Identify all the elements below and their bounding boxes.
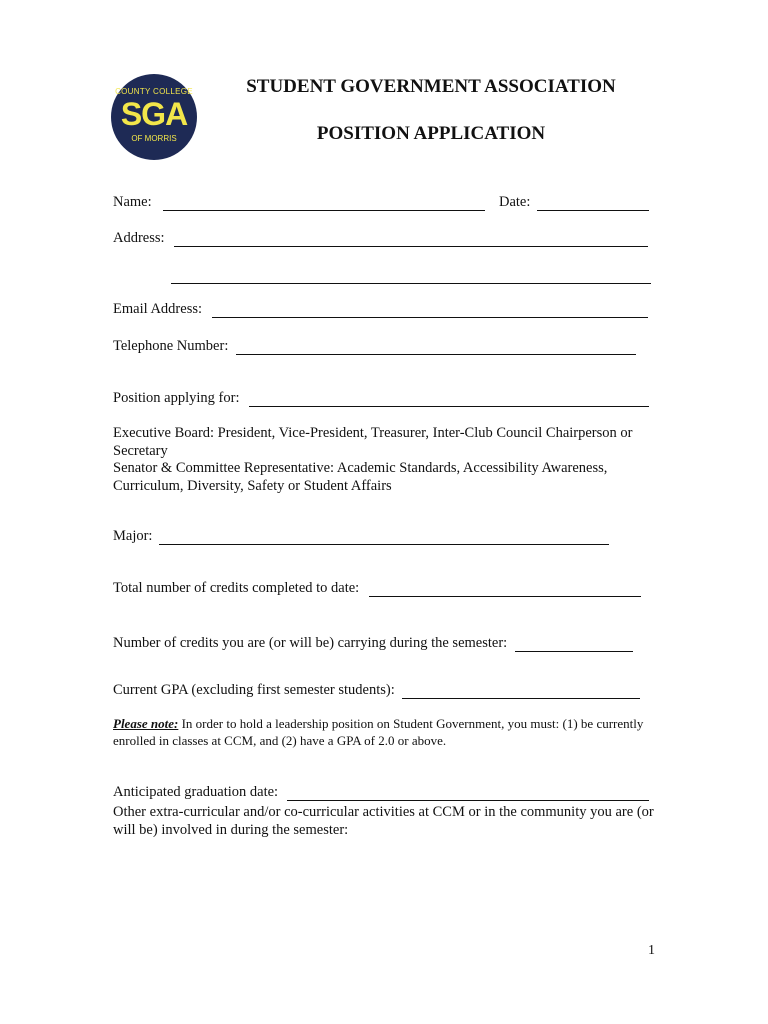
eligibility-note bbox=[113, 715, 658, 749]
position-label: Position applying for: bbox=[113, 390, 240, 406]
address-field-2[interactable] bbox=[171, 269, 651, 284]
credits-completed-field[interactable] bbox=[369, 582, 641, 597]
note-text: In order to hold a leadership position on Student Government, you must: (1) be currently enrolled in classes at CCM, and (2) have a GPA of 2.0 or above. bbox=[113, 716, 644, 748]
position-row bbox=[113, 390, 649, 407]
credits-carrying-label: Number of credits you are (or will be) carrying during the semester: bbox=[113, 635, 508, 651]
position-field[interactable] bbox=[249, 392, 649, 407]
graduation-field[interactable] bbox=[287, 786, 649, 801]
name-row bbox=[113, 194, 485, 211]
date-field[interactable] bbox=[537, 196, 649, 211]
activities-text: Other extra-curricular and/or co-curricular activities at CCM or in the community you are (or will be) involved in during the semester: bbox=[113, 804, 654, 838]
note-label: Please note: bbox=[113, 716, 179, 731]
major-label: Major: bbox=[113, 528, 153, 544]
credits-completed-label: Total number of credits completed to date: bbox=[113, 580, 360, 596]
logo-line-3: OF MORRIS bbox=[131, 134, 177, 143]
credits-carrying-row bbox=[113, 635, 633, 652]
gpa-field[interactable] bbox=[402, 684, 640, 699]
credits-carrying-field[interactable] bbox=[515, 637, 633, 652]
graduation-label: Anticipated graduation date: bbox=[113, 784, 279, 800]
major-field[interactable] bbox=[159, 530, 609, 545]
email-field[interactable] bbox=[212, 303, 648, 318]
logo-line-1: COUNTY COLLEGE bbox=[115, 87, 193, 96]
major-row bbox=[113, 528, 609, 545]
graduation-row bbox=[113, 784, 649, 801]
email-row bbox=[113, 301, 648, 318]
executive-board-text: Executive Board: President, Vice-President, Treasurer, Inter-Club Council Chairperson or Secretary bbox=[113, 425, 633, 459]
date-label: Date: bbox=[499, 194, 531, 210]
name-field[interactable] bbox=[163, 196, 485, 211]
telephone-row bbox=[113, 338, 636, 355]
address-row bbox=[113, 230, 648, 247]
name-label: Name: bbox=[113, 194, 152, 210]
email-label: Email Address: bbox=[113, 301, 203, 317]
logo-line-2: SGA bbox=[120, 96, 188, 132]
page-title: STUDENT GOVERNMENT ASSOCIATION bbox=[246, 76, 616, 97]
page-number: 1 bbox=[648, 943, 655, 958]
gpa-row bbox=[113, 682, 640, 699]
address-label: Address: bbox=[113, 230, 165, 246]
address-field-1[interactable] bbox=[174, 232, 648, 247]
telephone-field[interactable] bbox=[236, 340, 636, 355]
address-row-2 bbox=[171, 267, 651, 284]
credits-completed-row bbox=[113, 580, 641, 597]
telephone-label: Telephone Number: bbox=[113, 338, 229, 354]
senator-text: Senator & Committee Representative: Academic Standards, Accessibility Awareness, Curriculum, Diversity, Safety or Student Affairs bbox=[113, 460, 608, 494]
page-subtitle: POSITION APPLICATION bbox=[316, 123, 546, 144]
gpa-label: Current GPA (excluding first semester students): bbox=[113, 682, 395, 698]
sga-logo bbox=[111, 74, 197, 160]
date-row bbox=[499, 194, 649, 211]
